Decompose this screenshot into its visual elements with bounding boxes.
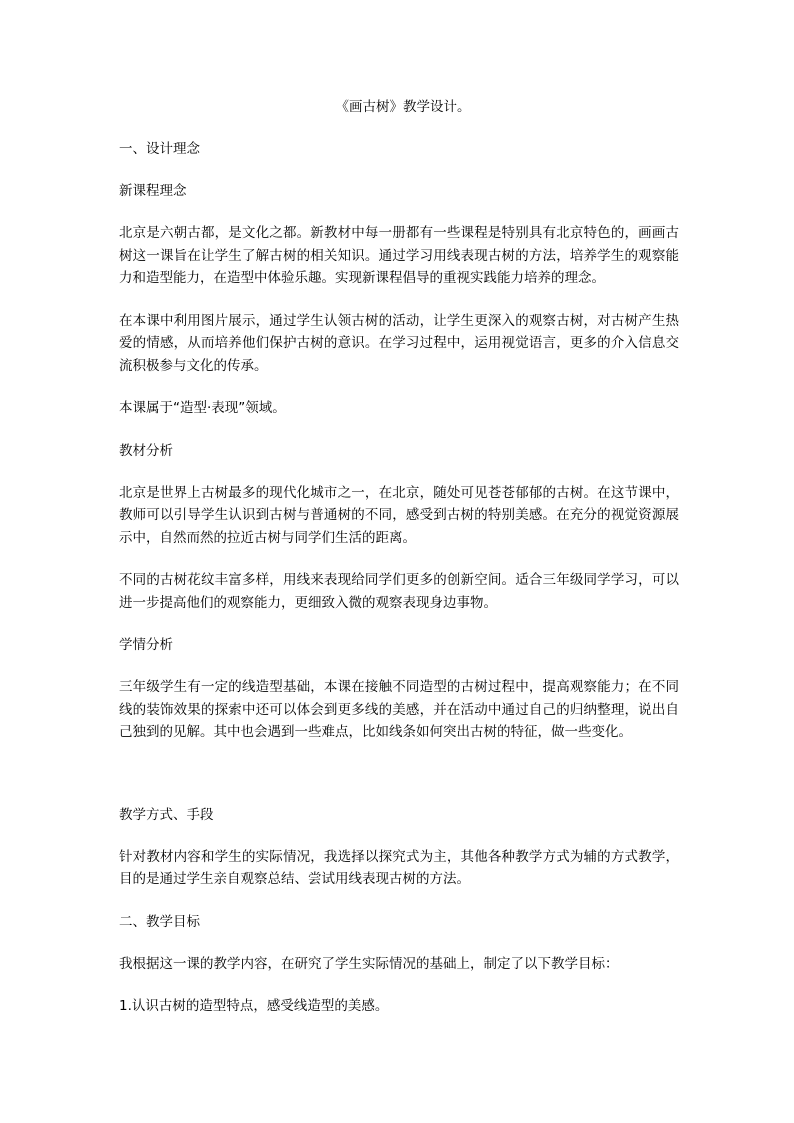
subheading-learner-analysis: 学情分析 <box>119 637 173 653</box>
paragraph-goals-intro: 我根据这一课的教学内容，在研究了学生实际情况的基础上，制定了以下教学目标： <box>119 955 619 972</box>
section-heading-design-concept: 一、设计理念 <box>119 141 200 157</box>
document-title: 《画古树》教学设计。 <box>335 99 471 115</box>
paragraph-image-display: 在本课中利用图片展示，通过学生认领古树的活动，让学生更深入的观察古树，对古树产生热爱的情感，从而培养他们保护古树的意识。在学习过程中，运用视觉语言，更多的介入信息交流积极参与文化的传承。 <box>119 312 679 374</box>
document-body <box>119 96 679 1038</box>
subheading-teaching-method: 教学方式、手段 <box>119 806 214 823</box>
paragraph-beijing-intro: 北京是六朝古都，是文化之都。新教材中每一册都有一些课程是特别具有北京特色的，画画古树这一课旨在让学生了解古树的相关知识。通过学习用线表现古树的方法，培养学生的观察能力和造型能力，在造型中体验乐趣。实现新课程倡导的重视实践能力培养的理念。 <box>119 225 679 286</box>
paragraph-domain: 本课属于“造型·表现”领域。 <box>119 400 286 416</box>
subheading-material-analysis: 教材分析 <box>119 442 173 459</box>
paragraph-teaching-method: 针对教材内容和学生的实际情况，我选择以探究式为主，其他各种教学方式为辅的方式教学，目的是通过学生亲自观察总结、尝试用线表现古树的方法。 <box>119 848 679 887</box>
subheading-new-curriculum: 新课程理念 <box>119 183 187 199</box>
paragraph-material-analysis: 北京是世界上古树最多的现代化城市之一，在北京，随处可见苍苍郁郁的古树。在这节课中，教师可以引导学生认识到古树与普通树的不同，感受到古树的特别美感。在充分的视觉资源展示中，自然而然的拉近古树与同学们生活的距离。 <box>119 484 679 546</box>
paragraph-learner-analysis: 三年级学生有一定的线造型基础，本课在接触不同造型的古树过程中，提高观察能力；在不同线的装饰效果的探索中还可以体会到更多线的美感，并在活动中通过自己的归纳整理，说出自己独到的见解。其中也会遇到一些难点，比如线条如何突出古树的特征，做一些变化。 <box>119 679 679 740</box>
paragraph-patterns: 不同的古树花纹丰富多样，用线来表现给同学们更多的创新空间。适合三年级同学学习，可以进一步提高他们的观察能力，更细致入微的观察表现身边事物。 <box>119 572 679 611</box>
blank-space <box>119 764 679 804</box>
paragraph-goal-1: 1.认识古树的造型特点，感受线造型的美感。 <box>119 998 389 1014</box>
section-heading-teaching-goals: 二、教学目标 <box>119 913 200 930</box>
